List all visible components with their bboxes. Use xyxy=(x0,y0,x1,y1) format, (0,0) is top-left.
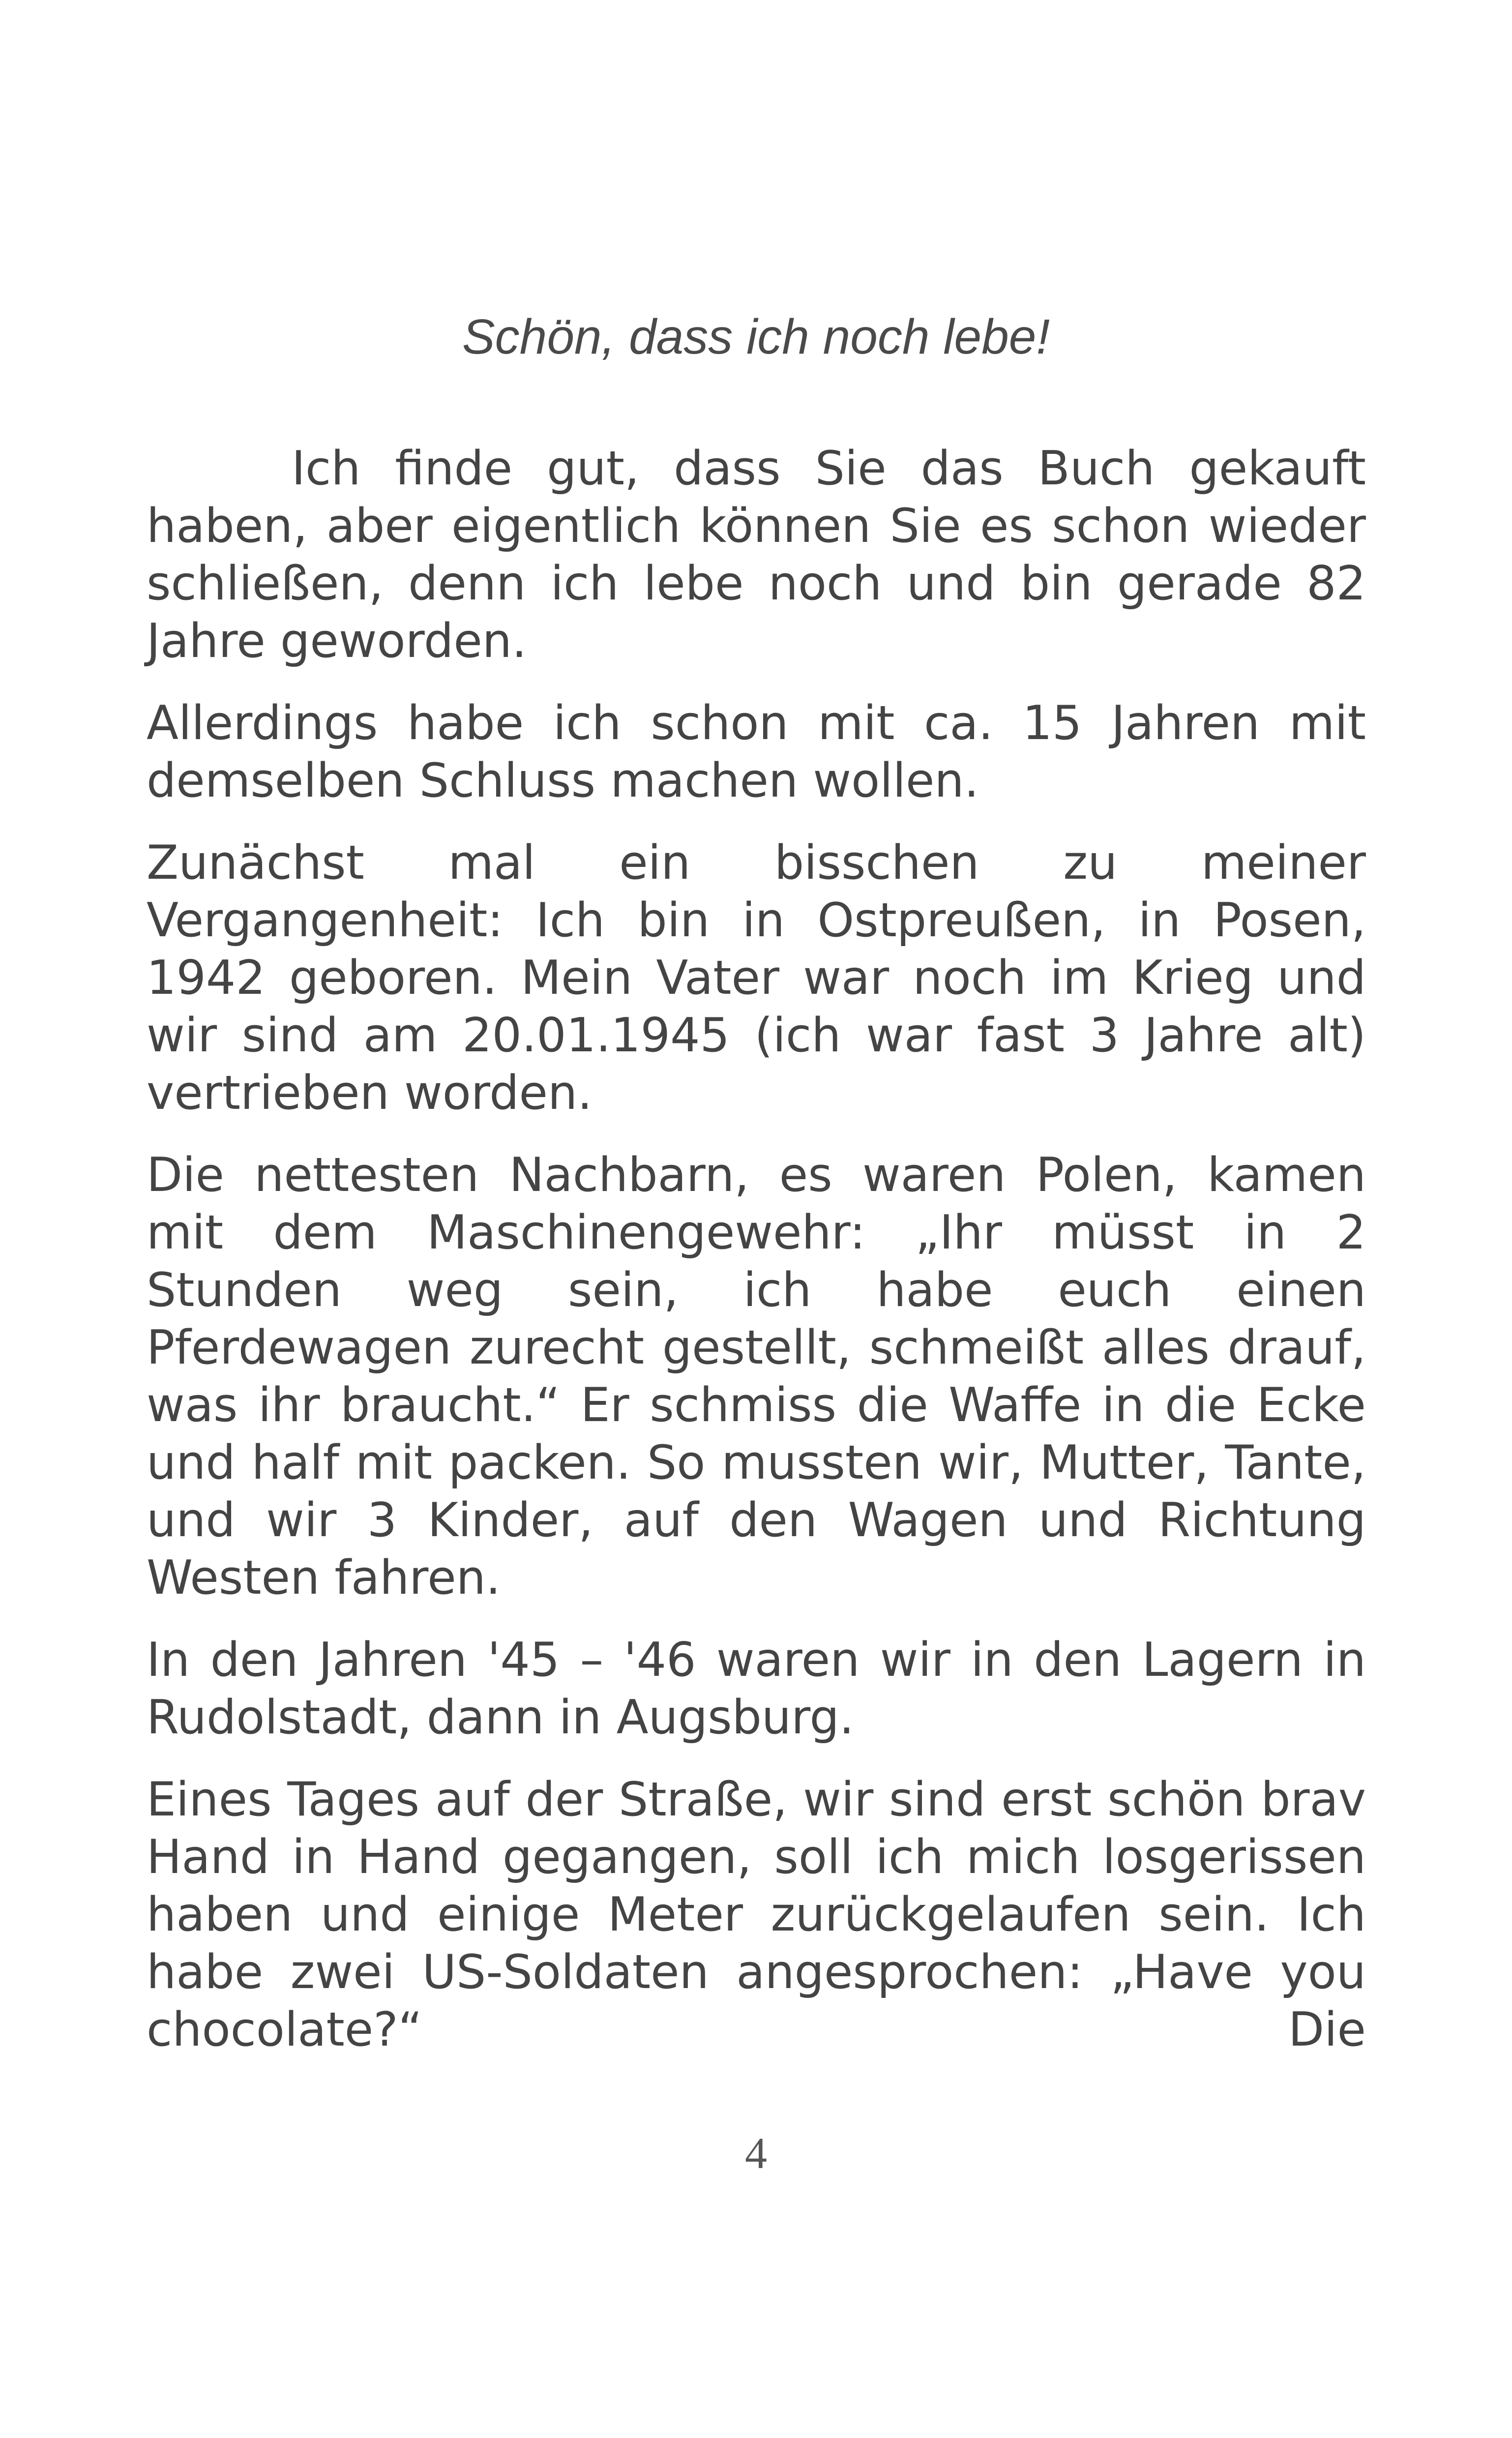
paragraph: Allerdings habe ich schon mit ca. 15 Jahren mit demselben Schluss machen wollen. xyxy=(147,696,1366,808)
page-number: 4 xyxy=(745,2129,767,2178)
body-text xyxy=(147,440,1366,2059)
paragraph: Ich finde gut, dass Sie das Buch gekauft haben, aber eigentlich können Sie es schon wieder schließen, denn ich lebe noch und bin gerade 82 Jahre geworden. xyxy=(147,442,1366,668)
paragraph: Die nettesten Nachbarn, es waren Polen, kamen mit dem Maschinengewehr: „Ihr müsst in 2 Stunden weg sein, ich habe euch einen Pferdewagen zurecht gestellt, schmeißt alles drauf, was ihr braucht.“ Er schmiss die Waffe in die Ecke und half mit packen. So mussten wir, Mutter, Tante, und wir 3 Kinder, auf den Wagen und Richtung Westen fahren. xyxy=(147,1148,1366,1605)
paragraph: In den Jahren '45 – '46 waren wir in den Lagern in Rudolstadt, dann in Augsburg. xyxy=(147,1633,1366,1745)
paragraph: Zunächst mal ein bisschen zu meiner Vergangenheit: Ich bin in Ostpreußen, in Posen, 1942 geboren. Mein Vater war noch im Krieg und wir sind am 20.01.1945 (ich war fast 3 Jahre alt) vertrieben worden. xyxy=(147,836,1366,1120)
chapter-title: Schön, dass ich noch lebe! xyxy=(462,309,1050,364)
paragraph: Eines Tages auf der Straße, wir sind erst schön brav Hand in Hand gegangen, soll ich mich losgerissen haben und einige Meter zurückgelaufen sein. Ich habe zwei US-Soldaten angesprochen: „Have you chocolate?“ Die xyxy=(147,1773,1366,2057)
